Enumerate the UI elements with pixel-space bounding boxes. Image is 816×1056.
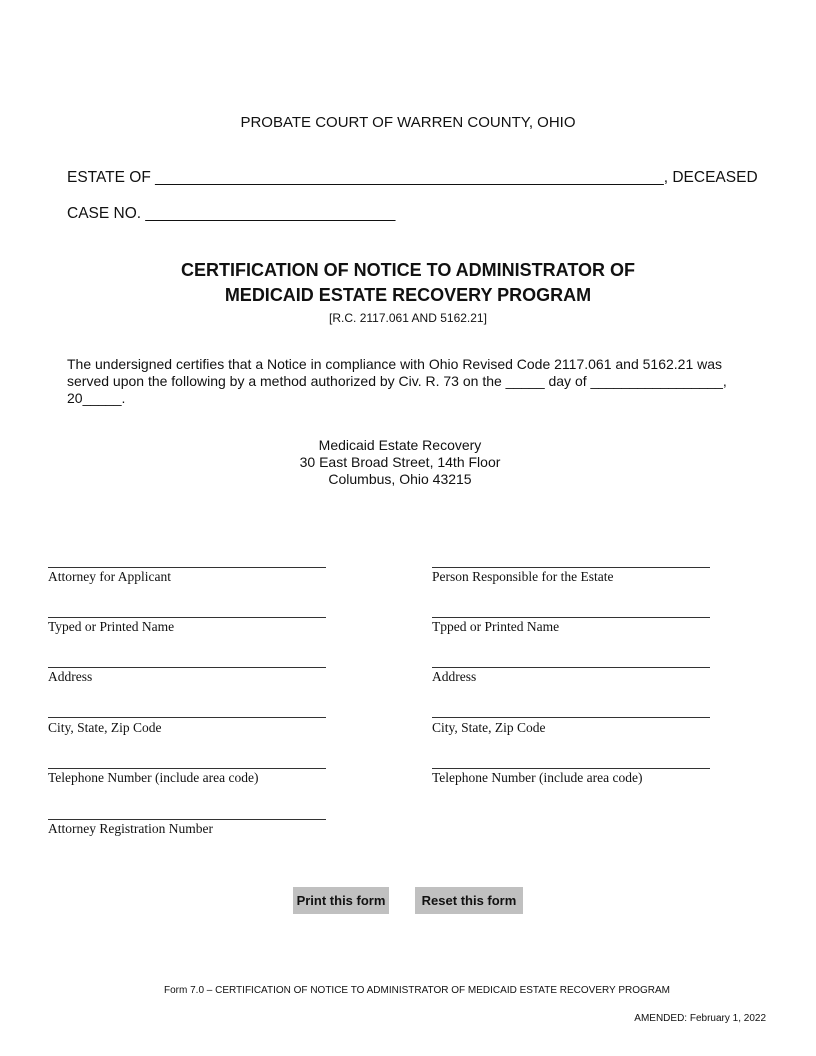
address-line2: 30 East Broad Street, 14th Floor <box>299 454 501 470</box>
field-label: Person Responsible for the Estate <box>432 569 614 584</box>
field-label: Address <box>48 669 93 684</box>
field-label: Attorney Registration Number <box>48 821 213 836</box>
form-title-line1: CERTIFICATION OF NOTICE TO ADMINISTRATOR OF <box>181 260 635 280</box>
estate-label: ESTATE OF <box>67 169 156 186</box>
estate-name-field[interactable]: ___________________________________________________________ <box>155 169 664 186</box>
field-label: Telephone Number (include area code) <box>432 770 643 785</box>
case-number-field[interactable]: _____________________________ <box>145 205 396 222</box>
certification-text: The undersigned certifies that a Notice in compliance with Ohio Revised Code 2117.061 and 5162.21 was served upon the following by a method authorized by Civ. R. 73 on the _____ day of _________________, 20_____. <box>67 356 727 406</box>
signature-line[interactable] <box>432 717 710 718</box>
footer-form-title: Form 7.0 – CERTIFICATION OF NOTICE TO ADMINISTRATOR OF MEDICAID ESTATE RECOVERY PROGRAM <box>164 985 670 996</box>
deceased-label: , DECEASED <box>663 169 758 186</box>
field-label: Telephone Number (include area code) <box>48 770 259 785</box>
signature-line[interactable] <box>432 667 710 668</box>
signature-line[interactable] <box>432 567 710 568</box>
reset-form-button[interactable]: Reset this form <box>415 887 523 914</box>
case-label: CASE NO. <box>67 205 146 222</box>
field-label: Address <box>432 669 477 684</box>
citation: [R.C. 2117.061 AND 5162.21] <box>329 311 487 325</box>
footer-amended: AMENDED: February 1, 2022 <box>634 1013 766 1024</box>
field-label: Tpped or Printed Name <box>432 619 560 634</box>
print-form-button[interactable]: Print this form <box>293 887 389 914</box>
signature-line[interactable] <box>432 617 710 618</box>
address-line1: Medicaid Estate Recovery <box>318 437 482 453</box>
signature-line[interactable] <box>48 717 326 718</box>
address-line3: Columbus, Ohio 43215 <box>328 471 472 487</box>
signature-line[interactable] <box>48 617 326 618</box>
signature-line[interactable] <box>48 819 326 820</box>
signature-line[interactable] <box>48 667 326 668</box>
field-label: Attorney for Applicant <box>48 569 171 584</box>
signature-line[interactable] <box>48 768 326 769</box>
signature-line[interactable] <box>48 567 326 568</box>
field-label: City, State, Zip Code <box>432 720 546 735</box>
form-title-line2: MEDICAID ESTATE RECOVERY PROGRAM <box>224 285 592 305</box>
estate-line <box>67 169 758 187</box>
case-line <box>67 205 395 223</box>
signature-line[interactable] <box>432 768 710 769</box>
court-header: PROBATE COURT OF WARREN COUNTY, OHIO <box>240 114 576 131</box>
field-label: Typed or Printed Name <box>48 619 175 634</box>
field-label: City, State, Zip Code <box>48 720 162 735</box>
